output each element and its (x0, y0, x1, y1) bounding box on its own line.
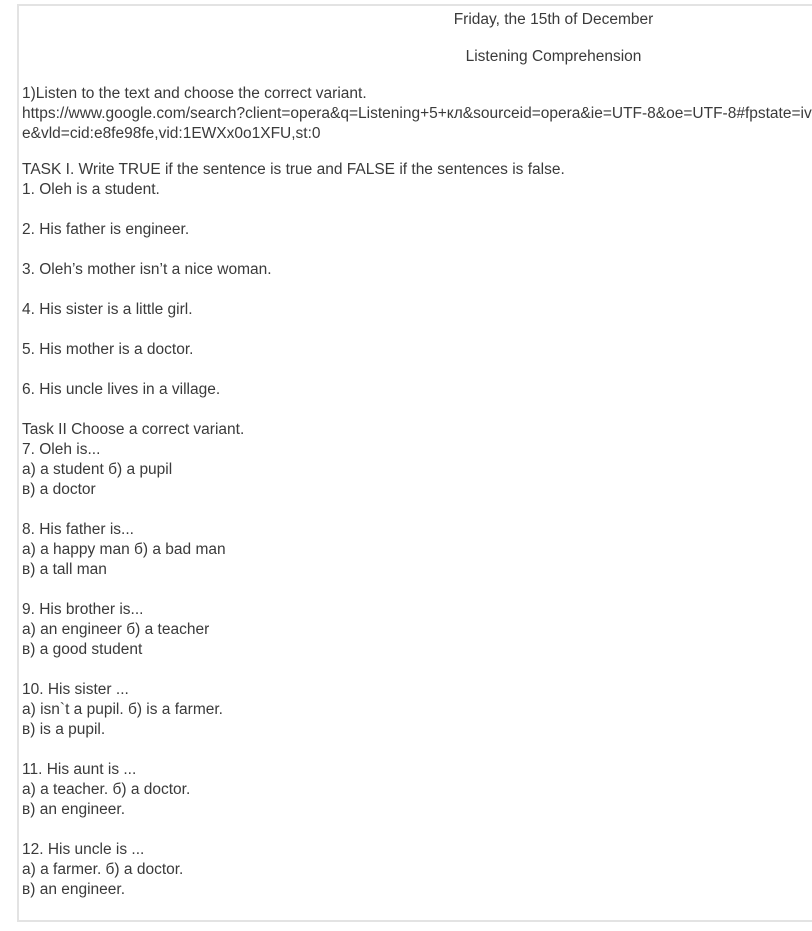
document-page (17, 4, 812, 922)
question-option-c: в) a doctor (22, 481, 96, 498)
question-option-c: в) an engineer. (22, 881, 126, 898)
question-text: 11. His aunt is ... (22, 761, 137, 778)
task1-item: 6. His uncle lives in a village. (22, 381, 221, 398)
task1-title: TASK I. Write TRUE if the sentence is true and FALSE if the sentences is false. (22, 161, 565, 178)
question-text: 8. His father is... (22, 521, 134, 538)
question-text: 7. Oleh is... (22, 441, 101, 458)
task2-title: Task II Choose a correct variant. (22, 421, 245, 438)
question-option-c: в) a good student (22, 641, 143, 658)
task2-question (22, 680, 812, 740)
document-content (22, 6, 812, 900)
question-option-c: в) is a pupil. (22, 721, 106, 738)
question-options-ab: а) a farmer. б) a doctor. (22, 861, 184, 878)
intro-section (22, 84, 812, 144)
question-text: 10. His sister ... (22, 681, 129, 698)
question-options-ab: а) an engineer б) a teacher (22, 621, 210, 638)
question-options-ab: а) a teacher. б) a doctor. (22, 781, 191, 798)
task2-question (22, 440, 812, 500)
task2-question (22, 760, 812, 820)
task2-question (22, 600, 812, 660)
task1-item: 2. His father is engineer. (22, 221, 190, 238)
task1-item: 3. Oleh’s mother isn’t a nice woman. (22, 261, 272, 278)
task2-question (22, 520, 812, 580)
question-options-ab: а) isn`t a pupil. б) is a farmer. (22, 701, 223, 718)
task1-item: 5. His mother is a doctor. (22, 341, 194, 358)
task1-item: 1. Oleh is a student. (22, 181, 160, 198)
task2-section (22, 420, 812, 900)
question-option-c: в) a tall man (22, 561, 107, 578)
task2-question (22, 840, 812, 900)
listening-url: https://www.google.com/search?client=opera&q=Listening+5+кл&sourceid=opera&ie=UTF-8&oe=UTF-8#fpstate=ive&vld=cid:e8fe98fe,vid:1EWXx0o1XFU,st:0 (22, 105, 812, 142)
date-heading: Friday, the 15th of December (453, 11, 654, 28)
subject-heading: Listening Comprehension (465, 48, 642, 65)
question-options-ab: а) a happy man б) a bad man (22, 541, 226, 558)
task1-section (22, 160, 812, 420)
question-text: 9. His brother is... (22, 601, 144, 618)
question-text: 12. His uncle is ... (22, 841, 145, 858)
task1-item: 4. His sister is a little girl. (22, 301, 193, 318)
question-options-ab: а) a student б) a pupil (22, 461, 173, 478)
intro-instruction: 1)Listen to the text and choose the correct variant. (22, 85, 367, 102)
question-option-c: в) an engineer. (22, 801, 126, 818)
